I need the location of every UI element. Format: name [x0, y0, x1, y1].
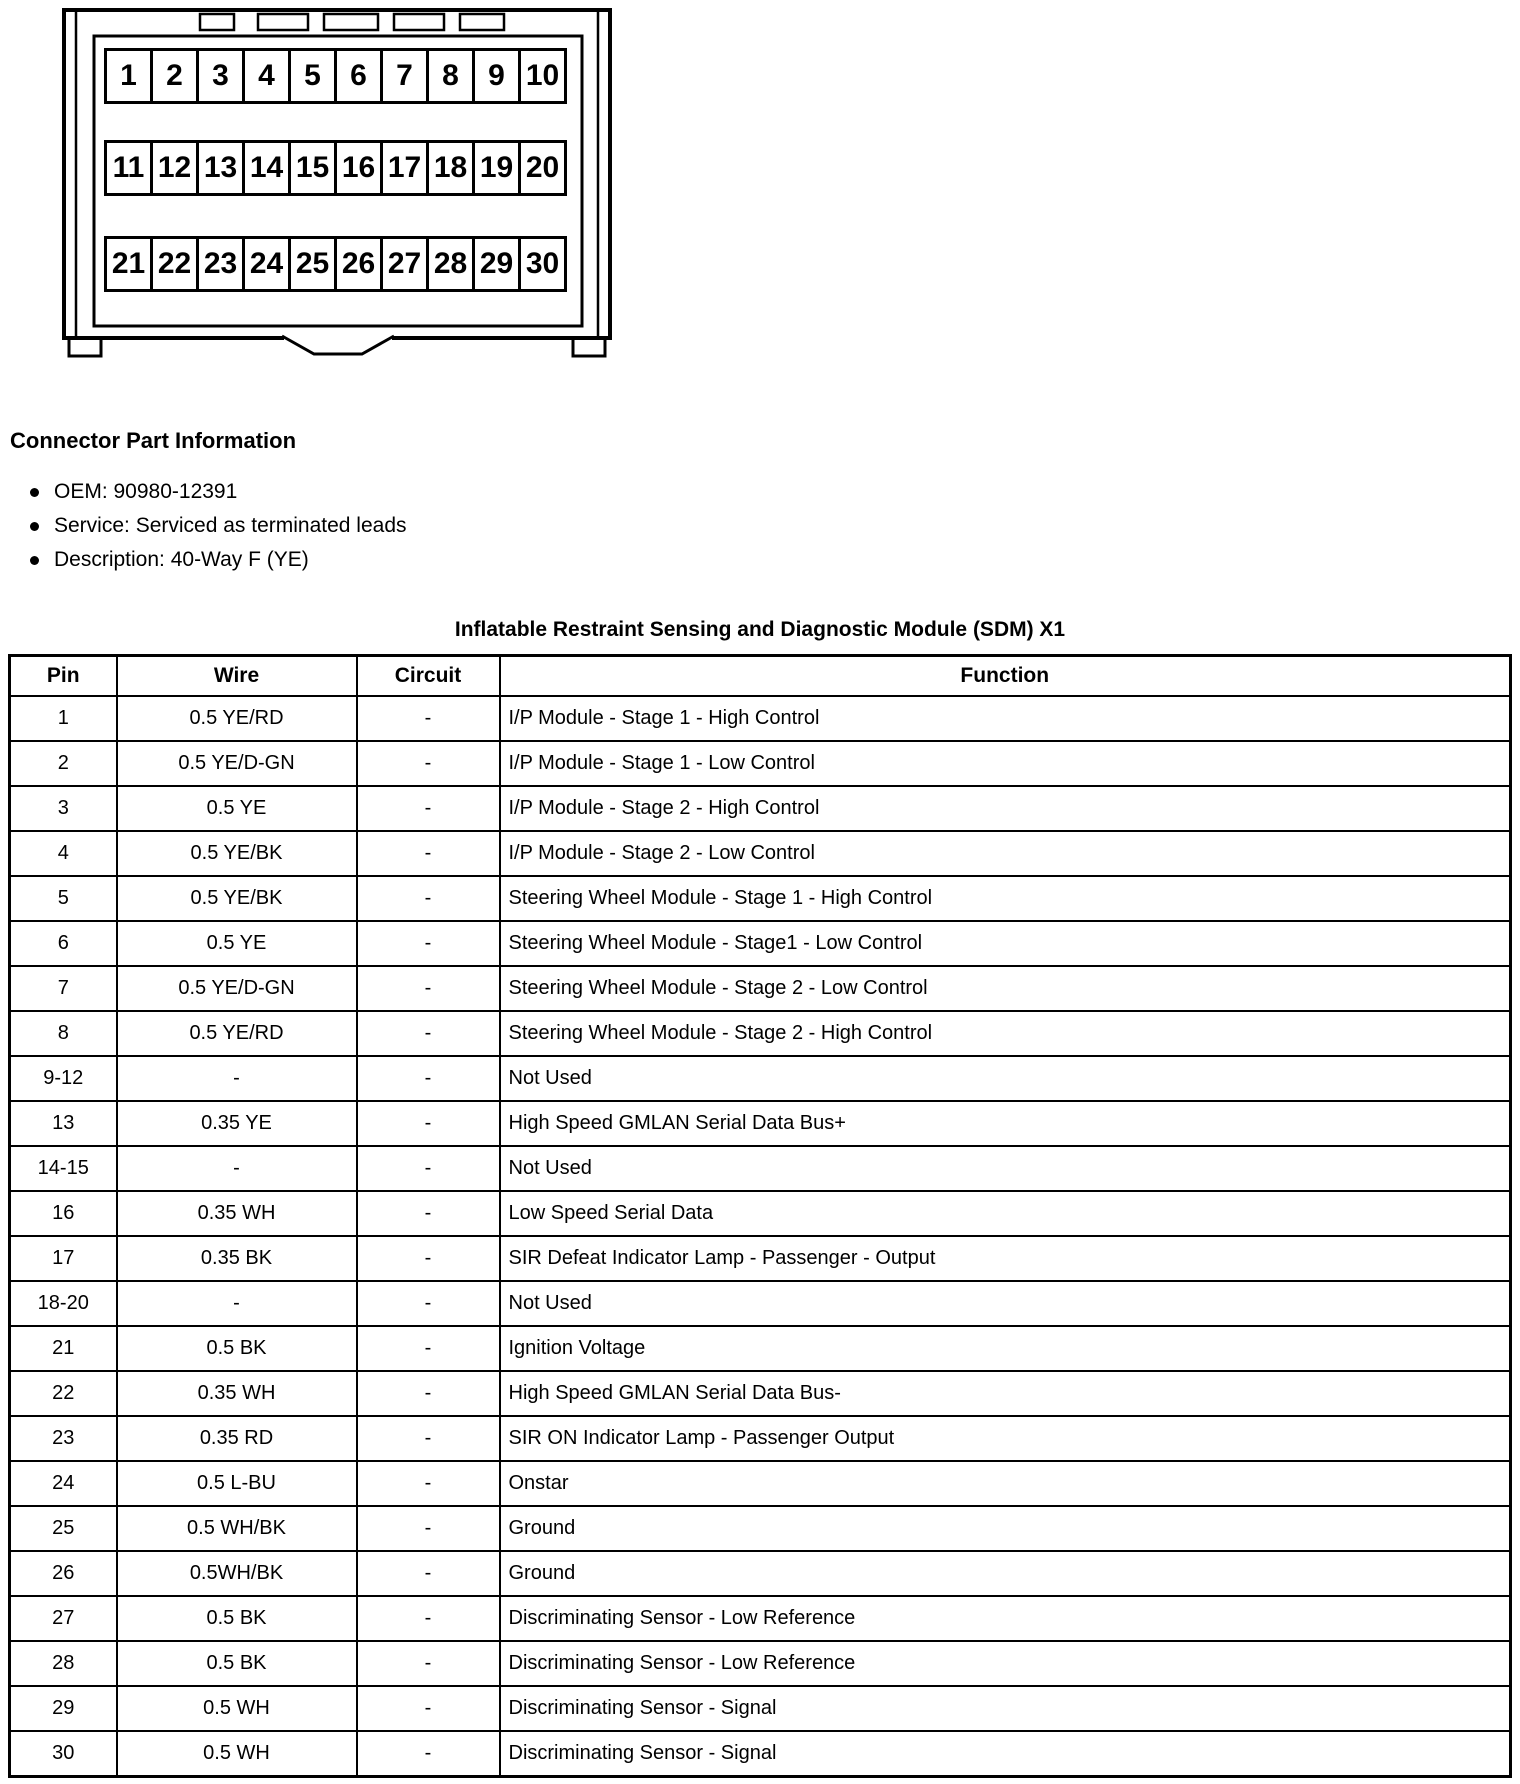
wire-cell: 0.35 YE [117, 1101, 357, 1146]
table-row [10, 1551, 1511, 1596]
part-info-item [30, 514, 1520, 538]
connector-pin-24: 24 [242, 236, 291, 292]
table-row [10, 1011, 1511, 1056]
bullet-icon [30, 556, 39, 565]
wire-cell: 0.5 YE/RD [117, 1011, 357, 1056]
table-row [10, 1461, 1511, 1506]
pin-cell: 2 [10, 741, 117, 786]
table-row [10, 1056, 1511, 1101]
circuit-cell: - [357, 1326, 500, 1371]
circuit-cell: - [357, 966, 500, 1011]
connector-pin-16: 16 [334, 140, 383, 196]
connector-pin-21: 21 [104, 236, 153, 292]
circuit-cell: - [357, 1416, 500, 1461]
function-cell: High Speed GMLAN Serial Data Bus- [500, 1371, 1511, 1416]
wire-cell: - [117, 1281, 357, 1326]
circuit-cell: - [357, 1371, 500, 1416]
pin-cell: 8 [10, 1011, 117, 1056]
table-title: Inflatable Restraint Sensing and Diagnostic Module (SDM) X1 [454, 618, 1066, 641]
table-row [10, 1281, 1511, 1326]
pin-cell: 25 [10, 1506, 117, 1551]
connector-pin-11: 11 [104, 140, 153, 196]
pin-cell: 22 [10, 1371, 117, 1416]
connector-pin-10: 10 [518, 48, 567, 104]
wire-cell: 0.5 YE/D-GN [117, 741, 357, 786]
wire-cell: 0.5 YE [117, 921, 357, 966]
table-row [10, 1371, 1511, 1416]
connector-pin-18: 18 [426, 140, 475, 196]
column-header-circuit: Circuit [357, 656, 500, 697]
function-cell: Not Used [500, 1281, 1511, 1326]
pin-cell: 13 [10, 1101, 117, 1146]
wire-cell: - [117, 1056, 357, 1101]
function-cell: Steering Wheel Module - Stage 2 - High Control [500, 1011, 1511, 1056]
part-info-list [30, 480, 1520, 572]
function-cell: Steering Wheel Module - Stage1 - Low Control [500, 921, 1511, 966]
connector-pin-28: 28 [426, 236, 475, 292]
table-row [10, 1686, 1511, 1731]
pin-cell: 9-12 [10, 1056, 117, 1101]
circuit-cell: - [357, 921, 500, 966]
pin-cell: 5 [10, 876, 117, 921]
table-row [10, 1641, 1511, 1686]
function-cell: Ground [500, 1551, 1511, 1596]
connector-pin-rows [62, 8, 612, 360]
wire-cell: 0.5 BK [117, 1641, 357, 1686]
connector-pin-3: 3 [196, 48, 245, 104]
function-cell: Discriminating Sensor - Signal [500, 1686, 1511, 1731]
pin-cell: 28 [10, 1641, 117, 1686]
connector-pin-row [104, 48, 567, 104]
column-header-function: Function [500, 656, 1511, 697]
wire-cell: 0.5 WH/BK [117, 1506, 357, 1551]
function-cell: Ignition Voltage [500, 1326, 1511, 1371]
table-row [10, 966, 1511, 1011]
pin-cell: 17 [10, 1236, 117, 1281]
bullet-icon [30, 522, 39, 531]
connector-pin-20: 20 [518, 140, 567, 196]
circuit-cell: - [357, 1146, 500, 1191]
table-row [10, 831, 1511, 876]
pin-cell: 7 [10, 966, 117, 1011]
function-cell: SIR ON Indicator Lamp - Passenger Output [500, 1416, 1511, 1461]
wire-cell: 0.5 YE/RD [117, 696, 357, 741]
function-cell: Discriminating Sensor - Low Reference [500, 1641, 1511, 1686]
wire-cell: 0.5 YE/BK [117, 831, 357, 876]
function-cell: Not Used [500, 1056, 1511, 1101]
circuit-cell: - [357, 1686, 500, 1731]
page [0, 8, 1520, 1784]
part-info-item [30, 480, 1520, 504]
function-cell: I/P Module - Stage 2 - Low Control [500, 831, 1511, 876]
pin-cell: 3 [10, 786, 117, 831]
circuit-cell: - [357, 1056, 500, 1101]
table-row [10, 1101, 1511, 1146]
part-info-item [30, 548, 1520, 572]
bullet-icon [30, 488, 39, 497]
wire-cell: 0.5 WH [117, 1731, 357, 1777]
function-cell: Steering Wheel Module - Stage 2 - Low Control [500, 966, 1511, 1011]
pin-cell: 26 [10, 1551, 117, 1596]
table-row [10, 1596, 1511, 1641]
connector-pin-19: 19 [472, 140, 521, 196]
wire-cell: 0.35 WH [117, 1191, 357, 1236]
part-info-text: OEM: 90980-12391 [54, 480, 238, 503]
wire-cell: 0.5 BK [117, 1326, 357, 1371]
connector-pin-30: 30 [518, 236, 567, 292]
connector-pin-row [104, 140, 567, 196]
circuit-cell: - [357, 1461, 500, 1506]
table-row [10, 1146, 1511, 1191]
circuit-cell: - [357, 1506, 500, 1551]
function-cell: Ground [500, 1506, 1511, 1551]
pinout-table [8, 654, 1512, 1778]
circuit-cell: - [357, 1731, 500, 1777]
function-cell: SIR Defeat Indicator Lamp - Passenger - Output [500, 1236, 1511, 1281]
function-cell: Low Speed Serial Data [500, 1191, 1511, 1236]
connector-pin-8: 8 [426, 48, 475, 104]
pin-cell: 27 [10, 1596, 117, 1641]
circuit-cell: - [357, 1101, 500, 1146]
table-body [10, 696, 1511, 1777]
part-info-text: Service: Serviced as terminated leads [54, 514, 407, 537]
connector-pin-29: 29 [472, 236, 521, 292]
connector-pin-5: 5 [288, 48, 337, 104]
connector-diagram [62, 8, 612, 360]
part-info-heading: Connector Part Information [10, 428, 297, 453]
connector-pin-22: 22 [150, 236, 199, 292]
table-row [10, 1731, 1511, 1777]
function-cell: Discriminating Sensor - Low Reference [500, 1596, 1511, 1641]
table-header-row [10, 656, 1511, 697]
table-row [10, 1191, 1511, 1236]
connector-pin-6: 6 [334, 48, 383, 104]
circuit-cell: - [357, 1281, 500, 1326]
circuit-cell: - [357, 1641, 500, 1686]
circuit-cell: - [357, 1551, 500, 1596]
table-row [10, 1506, 1511, 1551]
table-row [10, 786, 1511, 831]
pin-cell: 23 [10, 1416, 117, 1461]
wire-cell: 0.5 L-BU [117, 1461, 357, 1506]
function-cell: I/P Module - Stage 1 - High Control [500, 696, 1511, 741]
circuit-cell: - [357, 1191, 500, 1236]
wire-cell: - [117, 1146, 357, 1191]
circuit-cell: - [357, 1596, 500, 1641]
table-row [10, 921, 1511, 966]
table-row [10, 1326, 1511, 1371]
connector-pin-23: 23 [196, 236, 245, 292]
circuit-cell: - [357, 831, 500, 876]
wire-cell: 0.35 WH [117, 1371, 357, 1416]
circuit-cell: - [357, 1011, 500, 1056]
table-row [10, 696, 1511, 741]
pin-cell: 24 [10, 1461, 117, 1506]
pin-cell: 6 [10, 921, 117, 966]
wire-cell: 0.5WH/BK [117, 1551, 357, 1596]
pin-cell: 30 [10, 1731, 117, 1777]
wire-cell: 0.5 YE [117, 786, 357, 831]
part-info-text: Description: 40-Way F (YE) [54, 548, 309, 571]
table-row [10, 1416, 1511, 1461]
circuit-cell: - [357, 741, 500, 786]
connector-pin-26: 26 [334, 236, 383, 292]
circuit-cell: - [357, 1236, 500, 1281]
table-row [10, 741, 1511, 786]
table-row [10, 1236, 1511, 1281]
connector-pin-7: 7 [380, 48, 429, 104]
connector-pin-25: 25 [288, 236, 337, 292]
function-cell: Discriminating Sensor - Signal [500, 1731, 1511, 1777]
pin-cell: 21 [10, 1326, 117, 1371]
connector-pin-4: 4 [242, 48, 291, 104]
wire-cell: 0.35 RD [117, 1416, 357, 1461]
wire-cell: 0.35 BK [117, 1236, 357, 1281]
pin-cell: 18-20 [10, 1281, 117, 1326]
function-cell: Onstar [500, 1461, 1511, 1506]
circuit-cell: - [357, 876, 500, 921]
connector-pin-13: 13 [196, 140, 245, 196]
connector-pin-1: 1 [104, 48, 153, 104]
circuit-cell: - [357, 696, 500, 741]
connector-pin-12: 12 [150, 140, 199, 196]
circuit-cell: - [357, 786, 500, 831]
pin-cell: 29 [10, 1686, 117, 1731]
pin-cell: 4 [10, 831, 117, 876]
connector-pin-17: 17 [380, 140, 429, 196]
pin-cell: 14-15 [10, 1146, 117, 1191]
column-header-pin: Pin [10, 656, 117, 697]
wire-cell: 0.5 YE/BK [117, 876, 357, 921]
wire-cell: 0.5 WH [117, 1686, 357, 1731]
function-cell: I/P Module - Stage 1 - Low Control [500, 741, 1511, 786]
function-cell: I/P Module - Stage 2 - High Control [500, 786, 1511, 831]
function-cell: Steering Wheel Module - Stage 1 - High Control [500, 876, 1511, 921]
wire-cell: 0.5 YE/D-GN [117, 966, 357, 1011]
wire-cell: 0.5 BK [117, 1596, 357, 1641]
table-header [10, 656, 1511, 697]
connector-pin-15: 15 [288, 140, 337, 196]
connector-pin-row [104, 236, 567, 292]
pin-cell: 1 [10, 696, 117, 741]
function-cell: Not Used [500, 1146, 1511, 1191]
column-header-wire: Wire [117, 656, 357, 697]
connector-pin-9: 9 [472, 48, 521, 104]
function-cell: High Speed GMLAN Serial Data Bus+ [500, 1101, 1511, 1146]
table-row [10, 876, 1511, 921]
pin-cell: 16 [10, 1191, 117, 1236]
connector-pin-27: 27 [380, 236, 429, 292]
connector-pin-14: 14 [242, 140, 291, 196]
connector-pin-2: 2 [150, 48, 199, 104]
